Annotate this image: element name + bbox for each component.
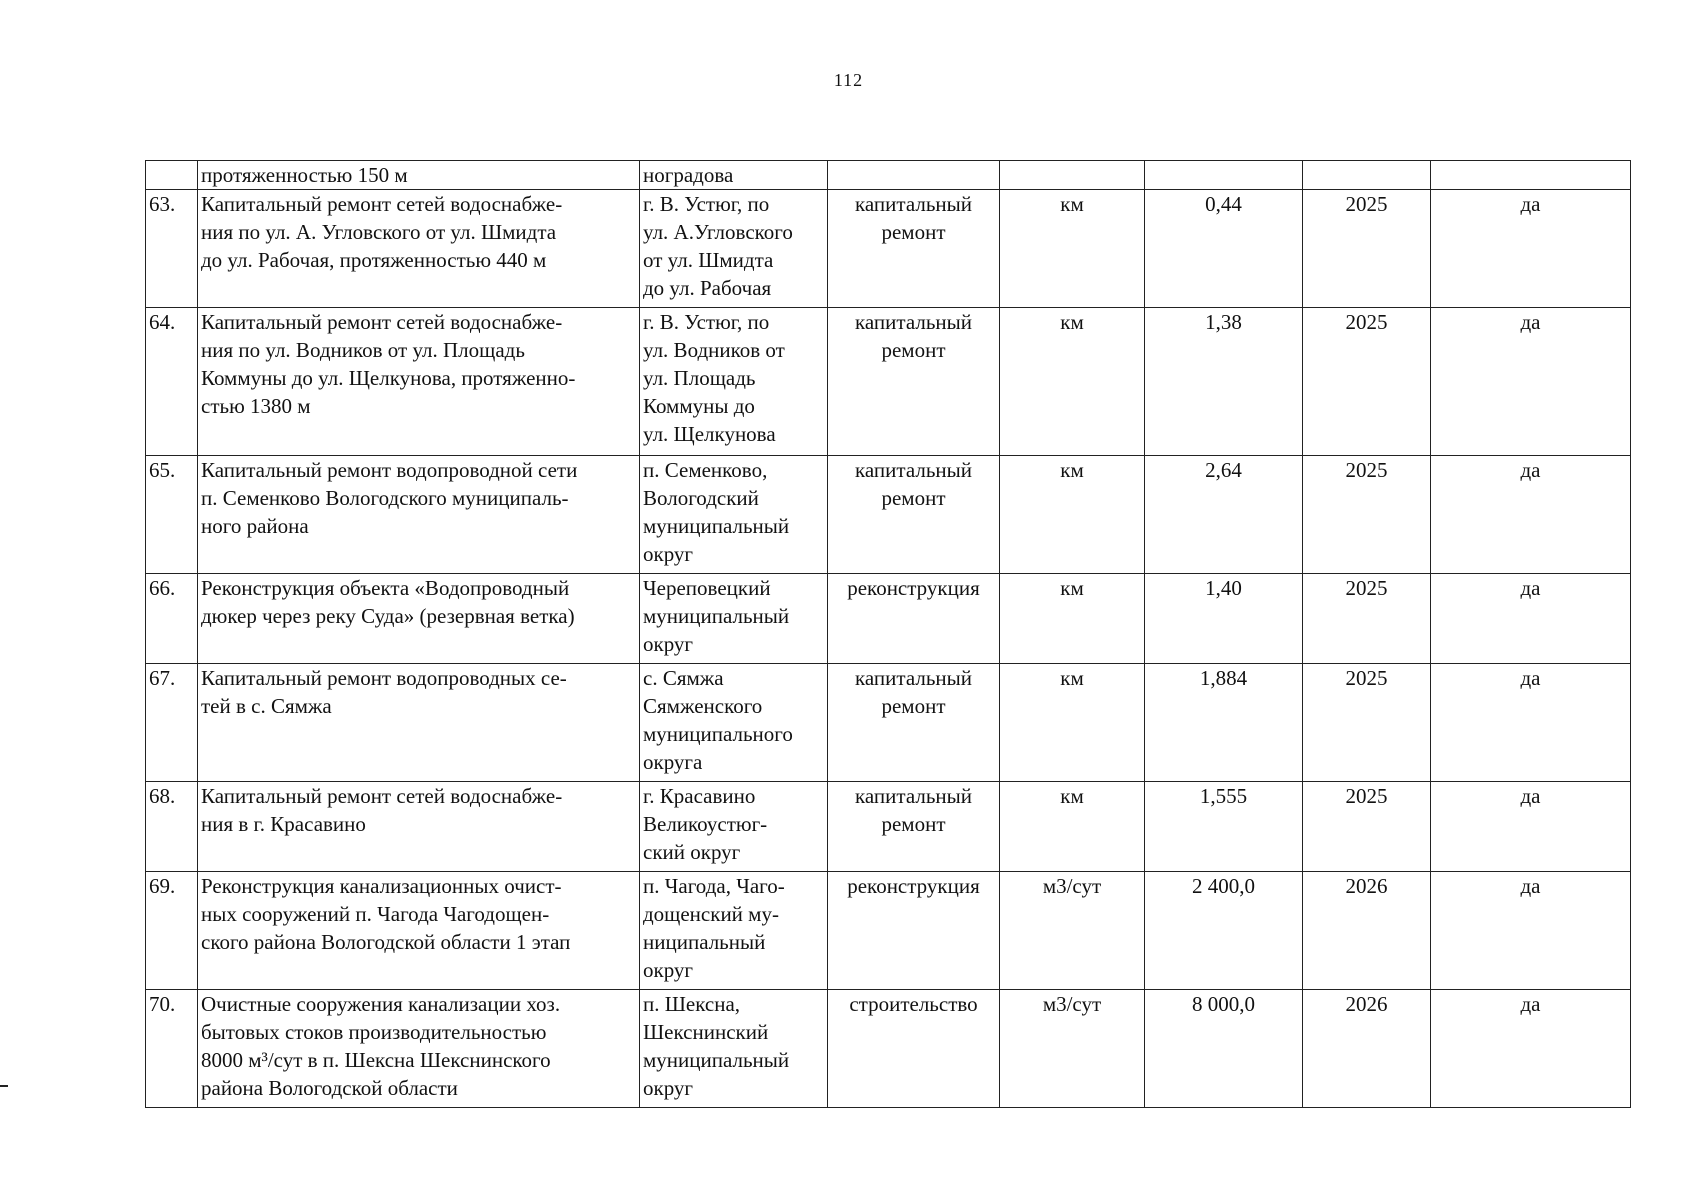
work-type-text: капитальный ремонт bbox=[855, 192, 972, 244]
year-text: 2026 bbox=[1345, 992, 1388, 1016]
object-name-text: Реконструкция объекта «Водопроводный дюкер через реку Суда» (резервная ветка) bbox=[201, 576, 575, 628]
cell-row-number bbox=[146, 308, 198, 456]
object-name-text: Очистные сооружения канализации хоз. бытовых стоков производительностью 8000 м³/сут в п. Шексна Шекснинского района Вологодской области bbox=[201, 992, 561, 1100]
row-number-text: 68. bbox=[149, 784, 176, 808]
cell-row-number bbox=[146, 664, 198, 782]
flag-text: да bbox=[1520, 310, 1541, 334]
unit-text: м3/сут bbox=[1042, 874, 1102, 898]
capacity-value-text: 1,884 bbox=[1199, 666, 1248, 690]
cell-flag bbox=[1431, 456, 1631, 574]
year-text: 2025 bbox=[1345, 310, 1388, 334]
location-text: ноградова bbox=[643, 163, 734, 187]
cell-location bbox=[640, 308, 828, 456]
cell-flag bbox=[1431, 872, 1631, 990]
object-name-text: протяженностью 150 м bbox=[201, 163, 408, 187]
cell-flag bbox=[1431, 190, 1631, 308]
cell-unit bbox=[1000, 990, 1145, 1108]
margin-mark bbox=[0, 1085, 8, 1087]
location-text: п. Чагода, Чаго- дощенский му- ниципальный округ bbox=[643, 874, 785, 982]
location-text: с. Сямжа Сямженского муниципального округа bbox=[643, 666, 793, 774]
cell-unit bbox=[1000, 190, 1145, 308]
cell-work-type bbox=[828, 161, 1000, 190]
year-text: 2025 bbox=[1345, 458, 1388, 482]
cell-work-type bbox=[828, 190, 1000, 308]
page-number: 112 bbox=[833, 70, 864, 90]
cell-work-type bbox=[828, 664, 1000, 782]
row-number-text: 63. bbox=[149, 192, 176, 216]
cell-year bbox=[1303, 872, 1431, 990]
cell-object-name bbox=[198, 782, 640, 872]
cell-year bbox=[1303, 161, 1431, 190]
cell-object-name bbox=[198, 990, 640, 1108]
capacity-value-text: 1,555 bbox=[1199, 784, 1248, 808]
work-type-text: капитальный ремонт bbox=[855, 458, 972, 510]
object-name-text: Капитальный ремонт водопроводных се- тей в с. Сямжа bbox=[201, 666, 567, 718]
year-text: 2025 bbox=[1345, 784, 1388, 808]
cell-capacity-value bbox=[1145, 664, 1303, 782]
object-name-text: Капитальный ремонт сетей водоснабже- ния по ул. А. Угловского от ул. Шмидта до ул. Рабочая, протяженностью 440 м bbox=[201, 192, 563, 272]
object-name-text: Капитальный ремонт сетей водоснабже- ния в г. Красавино bbox=[201, 784, 563, 836]
cell-location bbox=[640, 456, 828, 574]
cell-capacity-value bbox=[1145, 872, 1303, 990]
cell-work-type bbox=[828, 872, 1000, 990]
capacity-value-text: 0,44 bbox=[1205, 192, 1242, 216]
unit-text: км bbox=[1060, 192, 1084, 216]
cell-object-name bbox=[198, 456, 640, 574]
cell-row-number bbox=[146, 990, 198, 1108]
table-row bbox=[146, 161, 1631, 190]
cell-location bbox=[640, 782, 828, 872]
cell-flag bbox=[1431, 161, 1631, 190]
cell-work-type bbox=[828, 456, 1000, 574]
cell-object-name bbox=[198, 161, 640, 190]
location-text: г. Красавино Великоустюг- ский округ bbox=[643, 784, 768, 864]
cell-capacity-value bbox=[1145, 190, 1303, 308]
cell-year bbox=[1303, 574, 1431, 664]
cell-location bbox=[640, 574, 828, 664]
table-body bbox=[146, 161, 1631, 1108]
capacity-value-text: 8 000,0 bbox=[1192, 992, 1255, 1016]
cell-row-number bbox=[146, 782, 198, 872]
work-type-text: капитальный ремонт bbox=[855, 310, 972, 362]
work-type-text: капитальный ремонт bbox=[855, 784, 972, 836]
capacity-value-text: 2,64 bbox=[1205, 458, 1242, 482]
cell-capacity-value bbox=[1145, 161, 1303, 190]
unit-text: м3/сут bbox=[1042, 992, 1102, 1016]
cell-location bbox=[640, 872, 828, 990]
table-row bbox=[146, 308, 1631, 456]
table-row bbox=[146, 872, 1631, 990]
flag-text: да bbox=[1520, 784, 1541, 808]
flag-text: да bbox=[1520, 666, 1541, 690]
table-row bbox=[146, 574, 1631, 664]
object-name-text: Капитальный ремонт водопроводной сети п. Семенково Вологодского муниципаль- ного района bbox=[201, 458, 578, 538]
cell-row-number bbox=[146, 190, 198, 308]
flag-text: да bbox=[1520, 874, 1541, 898]
cell-location bbox=[640, 190, 828, 308]
cell-capacity-value bbox=[1145, 308, 1303, 456]
capacity-value-text: 1,40 bbox=[1205, 576, 1242, 600]
cell-location bbox=[640, 161, 828, 190]
cell-unit bbox=[1000, 872, 1145, 990]
row-number-text: 67. bbox=[149, 666, 176, 690]
cell-year bbox=[1303, 456, 1431, 574]
cell-unit bbox=[1000, 574, 1145, 664]
cell-object-name bbox=[198, 872, 640, 990]
cell-year bbox=[1303, 990, 1431, 1108]
cell-flag bbox=[1431, 782, 1631, 872]
data-table bbox=[145, 160, 1631, 1108]
cell-object-name bbox=[198, 190, 640, 308]
cell-flag bbox=[1431, 308, 1631, 456]
cell-row-number bbox=[146, 872, 198, 990]
location-text: п. Семенково, Вологодский муниципальный округ bbox=[643, 458, 790, 566]
unit-text: км bbox=[1060, 784, 1084, 808]
cell-row-number bbox=[146, 456, 198, 574]
location-text: г. В. Устюг, по ул. А.Угловского от ул. Шмидта до ул. Рабочая bbox=[643, 192, 793, 300]
cell-unit bbox=[1000, 664, 1145, 782]
unit-text: км bbox=[1060, 576, 1084, 600]
cell-capacity-value bbox=[1145, 782, 1303, 872]
year-text: 2026 bbox=[1345, 874, 1388, 898]
cell-unit bbox=[1000, 782, 1145, 872]
row-number-text: 65. bbox=[149, 458, 176, 482]
year-text: 2025 bbox=[1345, 576, 1388, 600]
cell-year bbox=[1303, 308, 1431, 456]
year-text: 2025 bbox=[1345, 192, 1388, 216]
cell-row-number bbox=[146, 574, 198, 664]
cell-work-type bbox=[828, 308, 1000, 456]
table-row bbox=[146, 664, 1631, 782]
cell-work-type bbox=[828, 990, 1000, 1108]
cell-unit bbox=[1000, 456, 1145, 574]
work-type-text: реконструкция bbox=[847, 874, 980, 898]
cell-object-name bbox=[198, 664, 640, 782]
flag-text: да bbox=[1520, 458, 1541, 482]
table-row bbox=[146, 456, 1631, 574]
cell-flag bbox=[1431, 574, 1631, 664]
cell-flag bbox=[1431, 990, 1631, 1108]
cell-object-name bbox=[198, 308, 640, 456]
flag-text: да bbox=[1520, 192, 1541, 216]
flag-text: да bbox=[1520, 992, 1541, 1016]
unit-text: км bbox=[1060, 458, 1084, 482]
cell-work-type bbox=[828, 782, 1000, 872]
table-row bbox=[146, 782, 1631, 872]
cell-object-name bbox=[198, 574, 640, 664]
row-number-text: 70. bbox=[149, 992, 176, 1016]
row-number-text: 69. bbox=[149, 874, 176, 898]
table-row bbox=[146, 190, 1631, 308]
location-text: п. Шексна, Шекснинский муниципальный округ bbox=[643, 992, 790, 1100]
cell-flag bbox=[1431, 664, 1631, 782]
cell-year bbox=[1303, 190, 1431, 308]
cell-unit bbox=[1000, 161, 1145, 190]
cell-capacity-value bbox=[1145, 990, 1303, 1108]
capacity-value-text: 1,38 bbox=[1205, 310, 1242, 334]
cell-unit bbox=[1000, 308, 1145, 456]
object-name-text: Реконструкция канализационных очист- ных сооружений п. Чагода Чагодощен- ского района Вологодской области 1 этап bbox=[201, 874, 571, 954]
location-text: Череповецкий муниципальный округ bbox=[643, 576, 790, 656]
table-row bbox=[146, 990, 1631, 1108]
capacity-value-text: 2 400,0 bbox=[1192, 874, 1255, 898]
year-text: 2025 bbox=[1345, 666, 1388, 690]
cell-capacity-value bbox=[1145, 574, 1303, 664]
unit-text: км bbox=[1060, 666, 1084, 690]
unit-text: км bbox=[1060, 310, 1084, 334]
cell-work-type bbox=[828, 574, 1000, 664]
cell-year bbox=[1303, 782, 1431, 872]
cell-location bbox=[640, 990, 828, 1108]
work-type-text: строительство bbox=[849, 992, 978, 1016]
cell-year bbox=[1303, 664, 1431, 782]
cell-row-number bbox=[146, 161, 198, 190]
flag-text: да bbox=[1520, 576, 1541, 600]
cell-capacity-value bbox=[1145, 456, 1303, 574]
row-number-text: 64. bbox=[149, 310, 176, 334]
object-name-text: Капитальный ремонт сетей водоснабже- ния по ул. Водников от ул. Площадь Коммуны до ул. Щелкунова, протяженно- стью 1380 м bbox=[201, 310, 576, 418]
cell-location bbox=[640, 664, 828, 782]
work-type-text: капитальный ремонт bbox=[855, 666, 972, 718]
location-text: г. В. Устюг, по ул. Водников от ул. Площадь Коммуны до ул. Щелкунова bbox=[643, 310, 785, 446]
row-number-text: 66. bbox=[149, 576, 176, 600]
work-type-text: реконструкция bbox=[847, 576, 980, 600]
